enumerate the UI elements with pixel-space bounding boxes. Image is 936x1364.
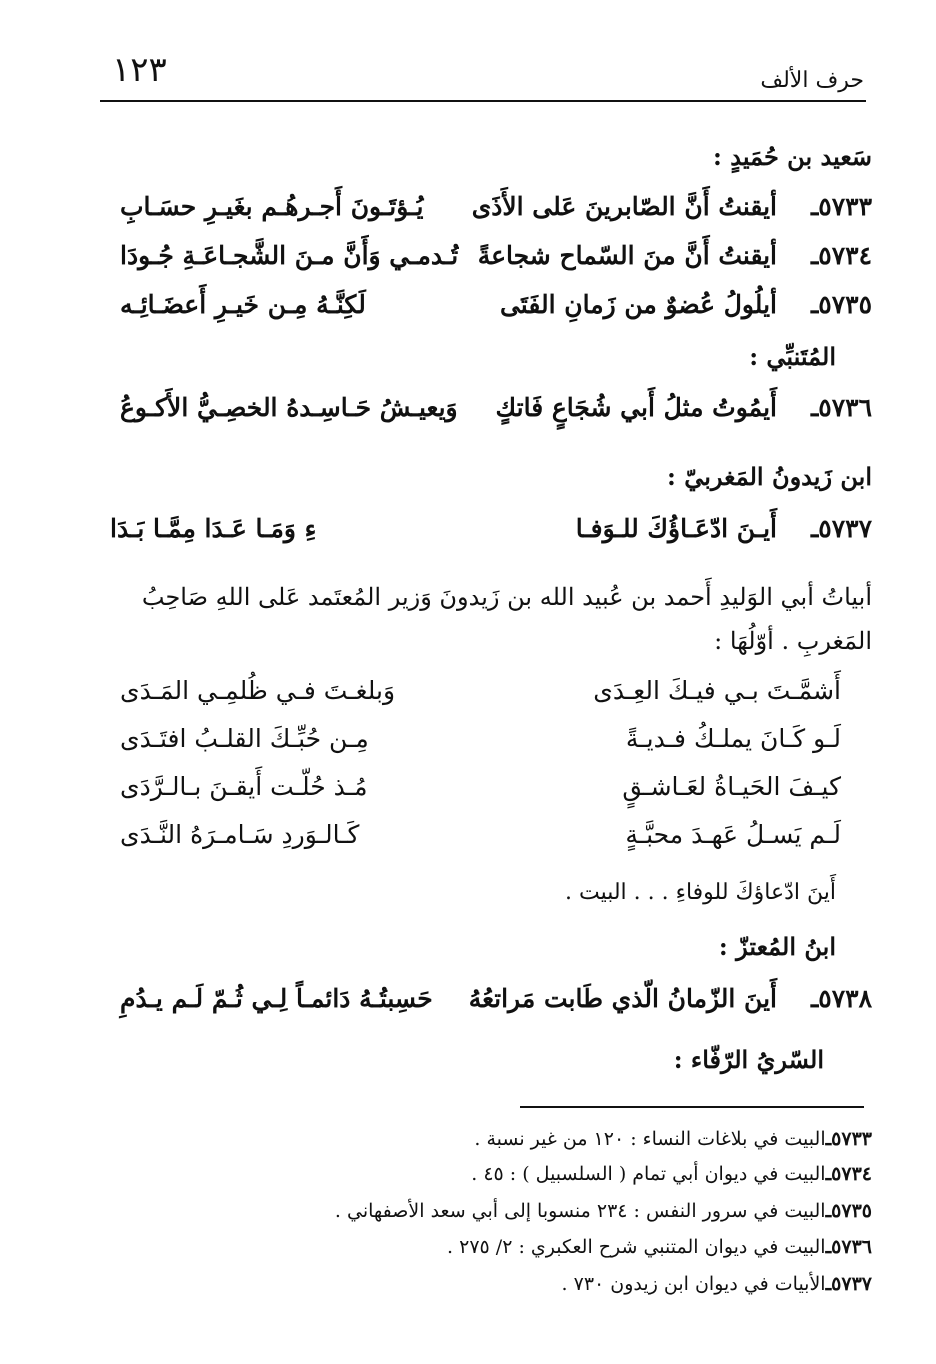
footnote-number: ٥٧٣٤ـ xyxy=(825,1163,872,1185)
verse-number: ٥٧٣٨ـ xyxy=(810,984,872,1013)
footnote-separator xyxy=(520,1106,864,1108)
poet-name-al-sari-al-raffa: السّريُ الرّفّاء : xyxy=(673,1045,824,1074)
quoted-second-hemistich: وَبلغـتَ فـي ظُلمِـي المَـدَى xyxy=(120,676,396,705)
verse-5734 xyxy=(80,241,872,281)
verse-number: ٥٧٣٦ـ xyxy=(810,393,872,422)
intro-line: أبياتُ أبي الوَليدِ أَحمد بن عُبيد الله بن زَيدونَ وَزير المُعتَمد عَلى اللهِ صَاحِبُ xyxy=(141,583,872,611)
quoted-first-hemistich: لَـم يَسـلُ عَهـدَ محبَّـةٍ xyxy=(625,820,841,849)
verse-second-hemistich: يُـؤتَـونَ أَجـرهُـم بغَيـرِ حسَـابِ xyxy=(120,192,424,221)
verse-number: ٥٧٣٣ـ xyxy=(810,192,872,221)
quoted-verse-2 xyxy=(80,724,841,764)
intro-paragraph xyxy=(85,575,872,663)
verse-number: ٥٧٣٤ـ xyxy=(810,241,872,270)
verse-5735 xyxy=(80,290,872,330)
footnote-text: البيت في سرور النفس : ٢٣٤ منسوبا إلى أبي سعد الأصفهاني . xyxy=(334,1200,826,1222)
verse-first-hemistich: أَينَ الزّمانُ الّذي طَابت مَراتعُهُ xyxy=(468,984,777,1013)
verse-5738 xyxy=(80,984,872,1024)
verse-second-hemistich: تُـدمـي وَأَنَّ مـنَ الشَّجـاعَـةِ جُـودَا xyxy=(120,241,459,270)
poet-name-mutanabbi: المُتَنبِّي : xyxy=(749,342,836,371)
verse-5736 xyxy=(80,393,872,433)
quoted-first-hemistich: أَشمَّـتَ بـي فيـكَ العِـدَى xyxy=(593,676,841,705)
footnote-text: البيت في ديوان المتنبي شرح العكبري : ٢/ ٢٧٥ . xyxy=(447,1236,826,1258)
running-header-title: حرف الألف xyxy=(760,68,864,93)
quoted-first-hemistich: كيـفَ الحَيـاةُ لعَـاشـقٍ xyxy=(622,772,841,801)
poet-name-saeed-ibn-humaid: سَعيد بن حُمَيدٍ : xyxy=(713,142,872,171)
quoted-second-hemistich: كَـالـوَردِ سَـامـرَهُ النَّـدَى xyxy=(120,820,360,849)
poet-name-ibn-zaydun: ابن زَيدونُ المَغربيّ : xyxy=(667,462,872,491)
verse-first-hemistich: أَيمُوتُ مثلُ أَبي شُجَاعٍ فَاتكٍ xyxy=(495,393,777,422)
poet-name-ibn-al-mutazz: ابنُ المُعتزّ : xyxy=(718,932,836,961)
closing-reference: أَينَ ادّعاؤكَ للوفاءِ . . . البيت . xyxy=(564,880,836,905)
quoted-second-hemistich: مِـن حُبِّـكَ القلـبُ افتَـدَى xyxy=(120,724,369,753)
footnote-number: ٥٧٣٧ـ xyxy=(825,1273,872,1295)
verse-second-hemistich: ءِ وَمَـا عَـدَا مِمَّـا بَـدَا xyxy=(110,514,317,543)
verse-first-hemistich: أيقنتُ أَنَّ منَ السّماح شجاعةً xyxy=(477,241,777,270)
verse-first-hemistich: أيقنتُ أَنَّ الصّابرينَ عَلى الأَذَى xyxy=(471,192,777,221)
footnote-5734 xyxy=(471,1163,872,1185)
quoted-second-hemistich: مُـذ حُلّـت أَيقـنَ بـالـرَّدَى xyxy=(120,772,368,801)
footnote-5735 xyxy=(335,1200,872,1222)
footnote-text: البيت في بلاغات النساء : ١٢٠ من غير نسبة . xyxy=(474,1128,826,1150)
verse-first-hemistich: أَيـنَ ادّعَـاؤُكَ للـوَفـا xyxy=(575,514,777,543)
footnote-text: البيت في ديوان أبي تمام ( السلسبيل ) : ٤٥ . xyxy=(471,1163,826,1185)
quoted-verse-1 xyxy=(80,676,841,716)
quoted-first-hemistich: لَـو كَـانَ يملـكُ فـديـةً xyxy=(625,724,841,753)
footnote-5737 xyxy=(562,1273,872,1295)
page-number: ١٢٣ xyxy=(112,50,167,90)
verse-5733 xyxy=(80,192,872,232)
footnote-5733 xyxy=(474,1128,872,1150)
verse-5737 xyxy=(80,514,872,554)
header-rule xyxy=(100,100,866,102)
quoted-verse-4 xyxy=(80,820,841,860)
intro-line: المَغربِ . أوّلُهَا : xyxy=(714,627,872,655)
verse-number: ٥٧٣٧ـ xyxy=(810,514,872,543)
verse-number: ٥٧٣٥ـ xyxy=(810,290,872,319)
footnote-number: ٥٧٣٥ـ xyxy=(825,1200,872,1222)
verse-second-hemistich: وَيعيـشُ حَـاسِـدهُ الخصِـيُّ الأَكـوعُ xyxy=(120,393,458,422)
verse-second-hemistich: حَسِبتُـهُ دَائمـاً لِـي ثُـمّ لَـم يـدُمِ xyxy=(120,984,433,1013)
verse-second-hemistich: لَكِنَّـهُ مِـن خَيـرِ أَعضَـائِـه xyxy=(120,290,366,319)
verse-first-hemistich: أيلُولُ عُضوٌ من زَمانِ الفَتَى xyxy=(499,290,777,319)
footnote-5736 xyxy=(447,1236,872,1258)
footnote-text: الأبيات في ديوان ابن زيدون ٧٣٠ . xyxy=(561,1273,826,1295)
footnote-number: ٥٧٣٣ـ xyxy=(825,1128,872,1150)
quoted-verse-3 xyxy=(80,772,841,812)
footnote-number: ٥٧٣٦ـ xyxy=(825,1236,872,1258)
